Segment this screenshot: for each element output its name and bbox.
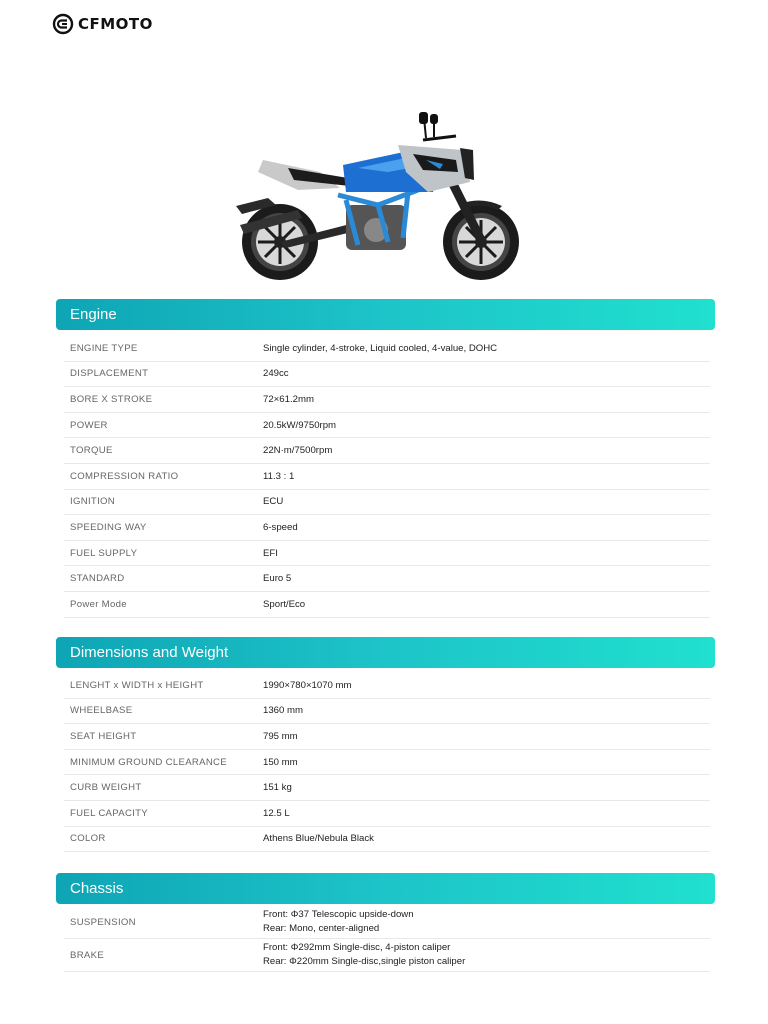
spec-row [64,775,710,801]
brand-logo [52,12,153,36]
spec-value: 249cc [263,368,289,380]
spec-row [64,362,710,388]
spec-row [64,801,710,827]
spec-value: Athens Blue/Nebula Black [263,833,374,845]
spec-row [64,336,710,362]
spec-label: BRAKE [70,949,105,961]
spec-value: Euro 5 [263,573,292,585]
spec-value: 6-speed [263,521,298,533]
spec-value: 20.5kW/9750rpm [263,419,337,431]
brand-name: CFMOTO [78,15,153,33]
cfmoto-logo-icon [52,13,74,35]
spec-value: EFI [263,547,278,559]
spec-table-dimensions [64,673,710,852]
spec-label: TORQUE [70,445,113,457]
spec-label: FUEL SUPPLY [70,547,138,559]
spec-row [64,827,710,853]
spec-label: ENGINE TYPE [70,342,138,354]
spec-value [263,941,465,969]
spec-row [64,906,710,939]
spec-label: SUSPENSION [70,916,136,928]
spec-value-line: Rear: Φ220mm Single-disc,single piston caliper [263,956,466,967]
spec-row [64,673,710,699]
section-header-engine: Engine [56,299,715,330]
spec-row [64,464,710,490]
spec-value: 150 mm [263,756,298,768]
spec-label: BORE X STROKE [70,393,153,405]
spec-value-line: Front: Φ292mm Single-disc, 4-piston caliper [263,942,451,953]
section-header-chassis: Chassis [56,873,715,904]
spec-label: SEAT HEIGHT [70,730,137,742]
spec-value: 1360 mm [263,705,303,717]
spec-label: MINIMUM GROUND CLEARANCE [70,756,227,768]
spec-value: Sport/Eco [263,598,306,610]
spec-row [64,541,710,567]
spec-row [64,750,710,776]
spec-value: 22N·m/7500rpm [263,445,333,457]
spec-row [64,592,710,618]
spec-table-chassis [64,906,710,972]
spec-row [64,387,710,413]
spec-value: 151 kg [263,782,292,794]
spec-value: ECU [263,496,284,508]
spec-row [64,515,710,541]
spec-value: 72×61.2mm [263,393,314,405]
spec-label: FUEL CAPACITY [70,807,148,819]
spec-row [64,724,710,750]
motorcycle-image [228,110,528,295]
spec-label: COMPRESSION RATIO [70,470,179,482]
spec-table-engine [64,336,710,618]
spec-row [64,413,710,439]
spec-label: Power Mode [70,598,127,610]
spec-label: CURB WEIGHT [70,782,142,794]
spec-value: 12.5 L [263,807,290,819]
section-header-dimensions: Dimensions and Weight [56,637,715,668]
spec-label: POWER [70,419,108,431]
spec-value: 795 mm [263,730,298,742]
spec-label: IGNITION [70,496,116,508]
spec-label: COLOR [70,833,106,845]
spec-value: Single cylinder, 4-stroke, Liquid cooled, 4-value, DOHC [263,342,498,354]
spec-value: 1990×780×1070 mm [263,679,352,691]
spec-value [263,908,414,936]
spec-row [64,699,710,725]
spec-value-line: Front: Φ37 Telescopic upside-down [263,909,414,920]
spec-row [64,939,710,972]
spec-label: LENGHT x WIDTH x HEIGHT [70,679,204,691]
spec-value: 11.3 : 1 [263,470,295,482]
spec-row [64,490,710,516]
spec-label: STANDARD [70,573,125,585]
spec-row [64,566,710,592]
spec-value-line: Rear: Mono, center-aligned [263,923,380,934]
spec-row [64,438,710,464]
spec-label: DISPLACEMENT [70,368,149,380]
spec-label: SPEEDING WAY [70,521,147,533]
spec-label: WHEELBASE [70,705,133,717]
